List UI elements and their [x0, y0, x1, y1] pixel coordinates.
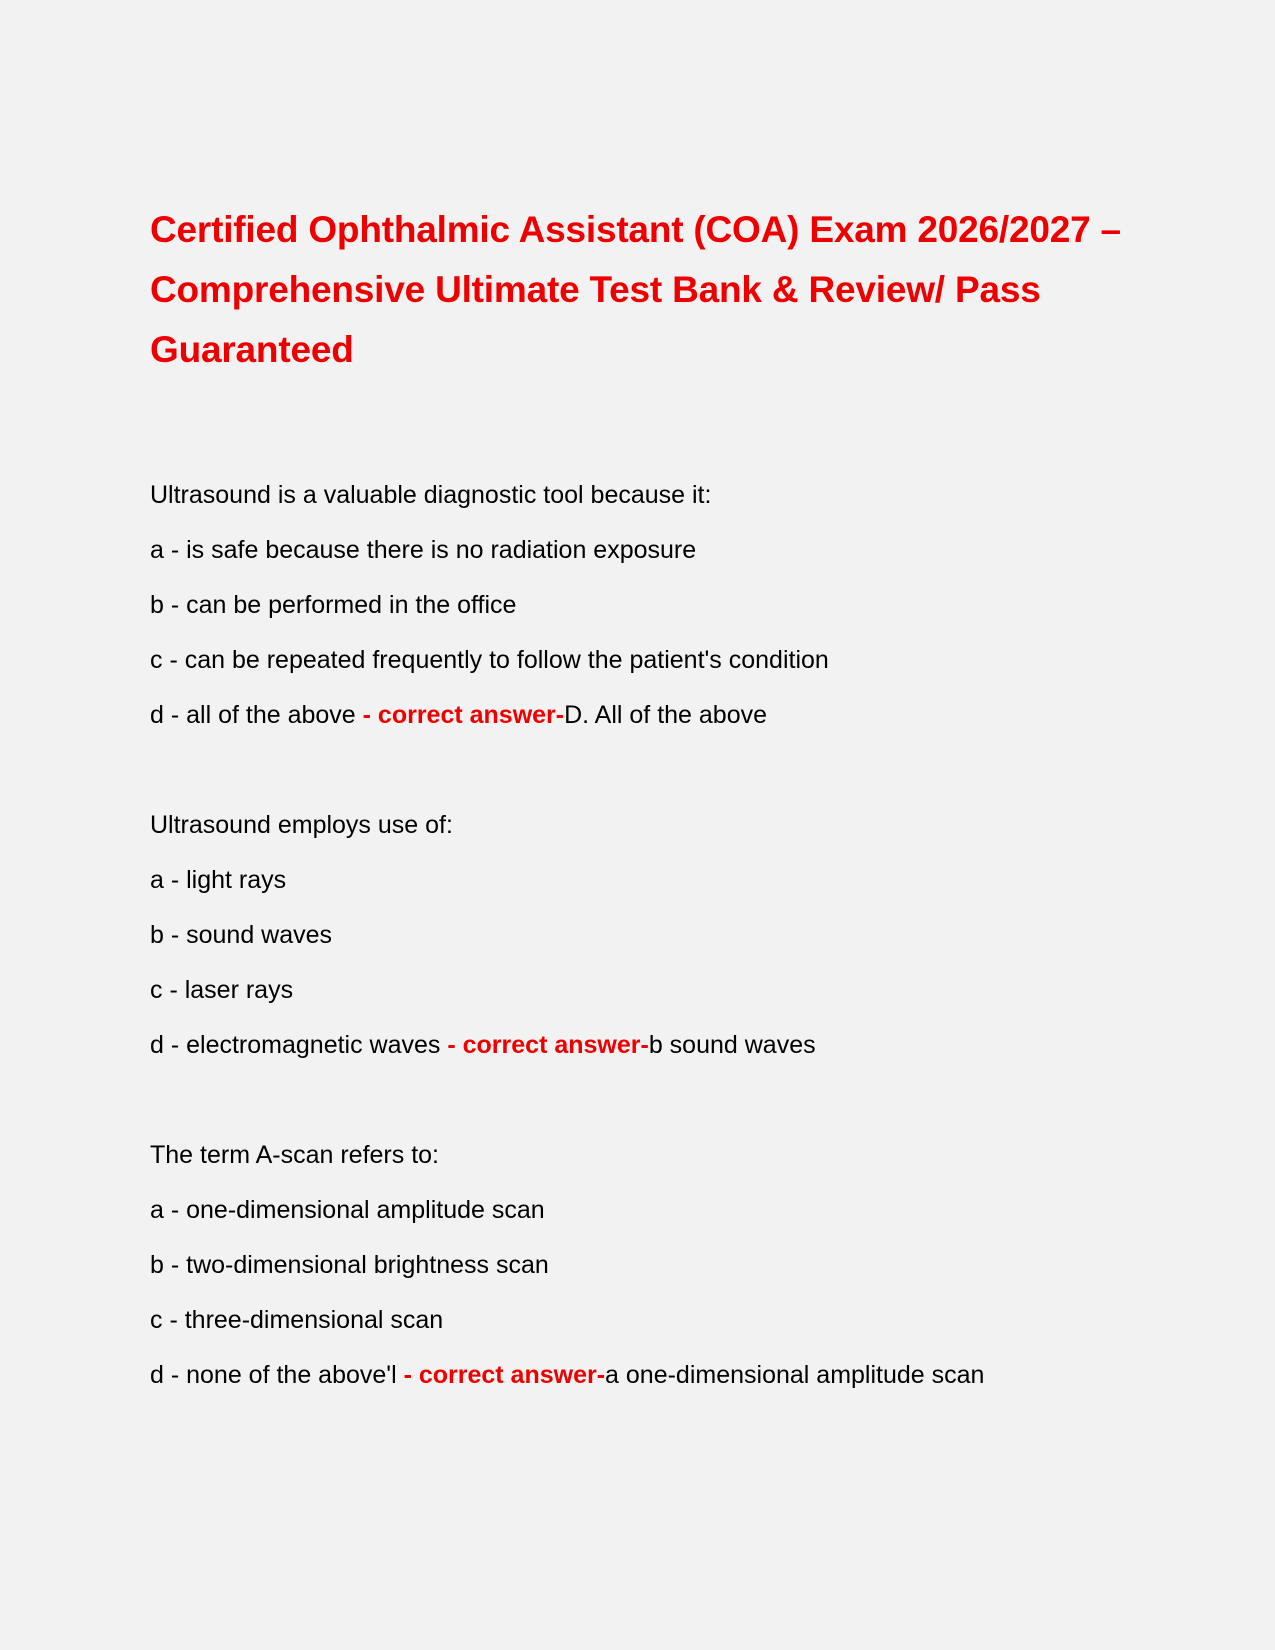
question-prompt: Ultrasound is a valuable diagnostic tool because it:: [150, 481, 712, 509]
correct-answer-text: b sound waves: [648, 1031, 816, 1059]
correct-answer-label: - correct answer-: [403, 1361, 606, 1389]
option-c: c - can be repeated frequently to follow the patient's condition: [150, 646, 829, 674]
correct-answer-text: D. All of the above: [564, 701, 768, 729]
question-list: [150, 468, 1150, 1403]
option-d-with-answer: [150, 1348, 1150, 1403]
option-c: c - laser rays: [150, 976, 294, 1004]
option-b: b - can be performed in the office: [150, 591, 517, 619]
option-a: a - light rays: [150, 866, 287, 894]
option-b: b - sound waves: [150, 921, 333, 949]
option-d: d - none of the above'l: [150, 1361, 404, 1389]
correct-answer-label: - correct answer-: [447, 1031, 649, 1059]
question-prompt: Ultrasound employs use of:: [150, 811, 453, 839]
question-2: [150, 798, 1150, 1073]
correct-answer-label: - correct answer-: [362, 701, 565, 729]
document-title: Certified Ophthalmic Assistant (COA) Exam 2026/2027 – Comprehensive Ultimate Test Bank & Review/ Pass Guaranteed: [150, 209, 1121, 370]
option-b: b - two-dimensional brightness scan: [150, 1251, 549, 1279]
option-d-with-answer: [150, 1018, 1150, 1073]
option-d-with-answer: [150, 688, 1150, 743]
option-a: a - one-dimensional amplitude scan: [150, 1196, 545, 1224]
option-c: c - three-dimensional scan: [150, 1306, 444, 1334]
option-a: a - is safe because there is no radiation exposure: [150, 536, 697, 564]
document-page: [150, 200, 1150, 1458]
question-1: [150, 468, 1150, 743]
question-3: [150, 1128, 1150, 1403]
option-d: d - all of the above: [150, 701, 363, 729]
correct-answer-text: a one-dimensional amplitude scan: [605, 1361, 985, 1389]
question-prompt: The term A-scan refers to:: [150, 1141, 439, 1169]
option-d: d - electromagnetic waves: [150, 1031, 448, 1059]
